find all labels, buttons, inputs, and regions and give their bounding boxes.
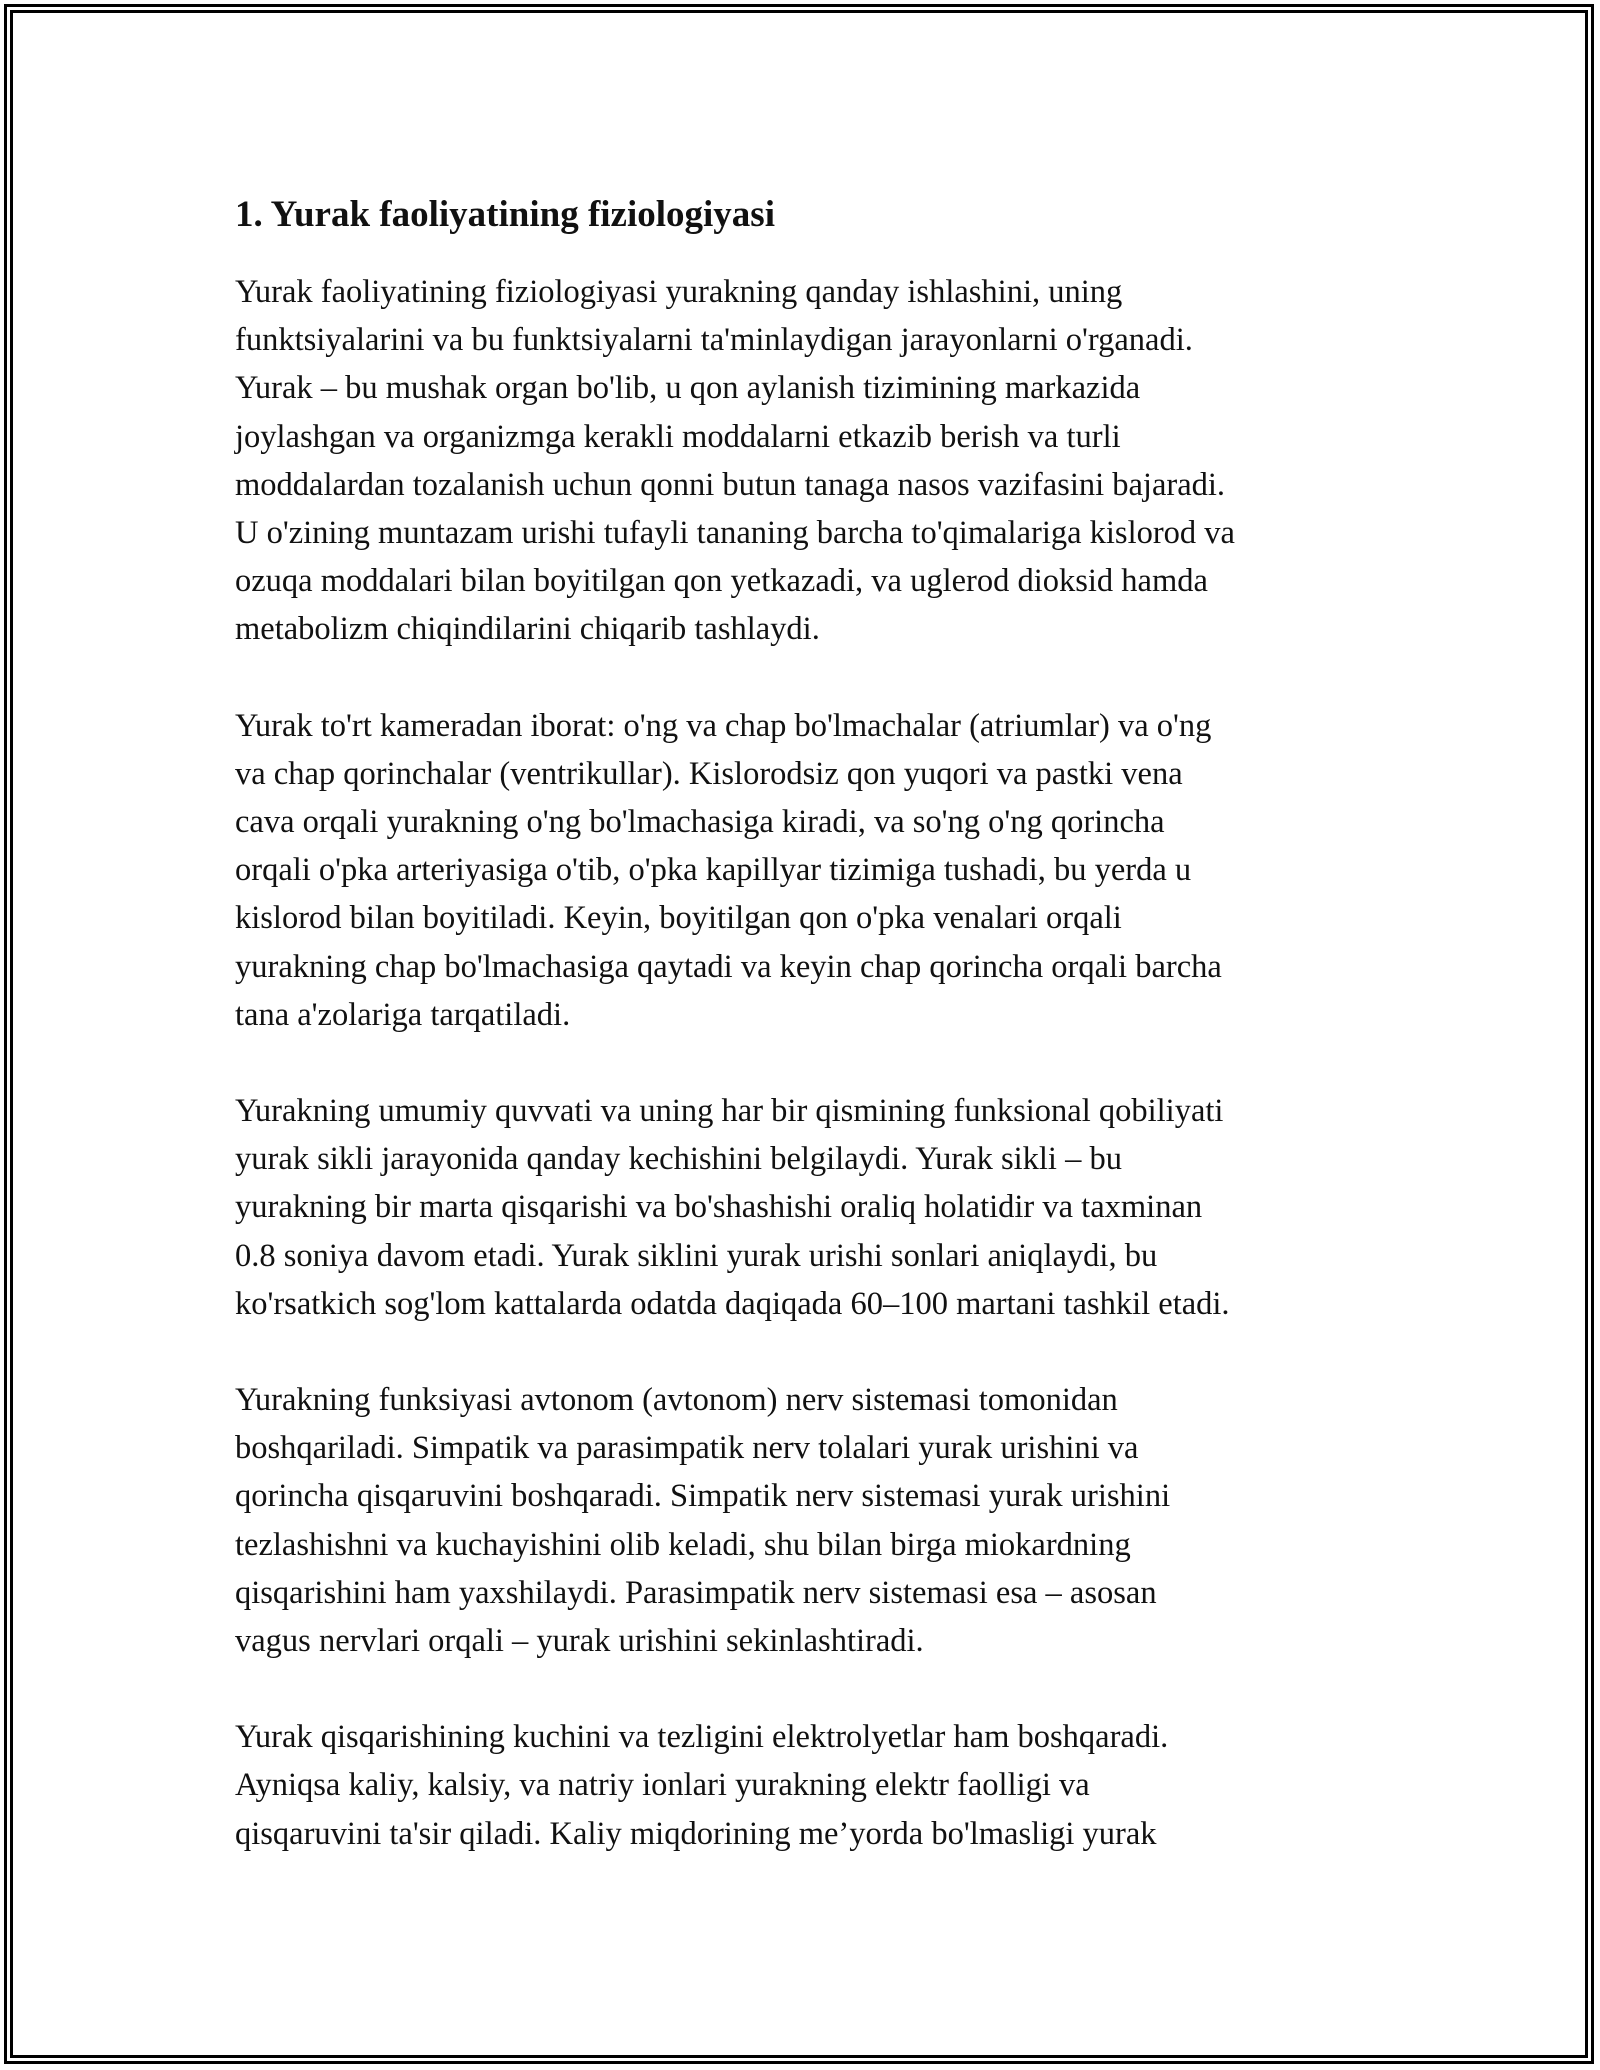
paragraph-electrolytes: Yurak qisqarishining kuchini va tezligini elektrolyetlar ham boshqaradi. Ayniqsa kaliy, kalsiy, va natriy ionlari yurakning elektr faolligi va qisqaruvini ta'sir qiladi. Kaliy miqdorining me’yorda bo'lmasligi yurak xyxy=(235,1719,1169,1852)
paragraph-heart-chambers: Yurak to'rt kameradan iborat: o'ng va chap bo'lmachalar (atriumlar) va o'ng va chap qorinchalar (ventrikullar). Kislorodsiz qon yuqori va pastki vena cava orqali yurakning o'ng bo'lmachasiga kiradi, va so'ng o'ng qorincha orqali o'pka arteriyasiga o'tib, o'pka kapillyar tizimiga tushadi, bu yerda u kislorod bilan boyitiladi. Keyin, boyitilgan qon o'pka venalari orqali yurakning chap bo'lmachasiga qaytadi va keyin chap qorincha orqali barcha tana a'zolariga tarqatiladi. xyxy=(235,707,1222,1033)
section-heading: 1. Yurak faoliyatining fiziologiyasi xyxy=(235,194,775,235)
paragraph-intro: Yurak faoliyatining fiziologiyasi yurakning qanday ishlashini, uning funktsiyalarini va bu funktsiyalarni ta'minlaydigan jarayonlarni o'rganadi. Yurak – bu mushak organ bo'lib, u qon aylanish tizimining markazida joylashgan va organizmga kerakli moddalarni etkazib berish va turli moddalardan tozalanish uchun qonni butun tanaga nasos vazifasini bajaradi. U o'zining muntazam urishi tufayli tananing barcha to'qimalariga kislorod va ozuqa moddalari bilan boyitilgan qon yetkazadi, va uglerod dioksid hamda metabolizm chiqindilarini chiqarib tashlaydi. xyxy=(235,274,1235,648)
paragraph-nervous-control: Yurakning funksiyasi avtonom (avtonom) nerv sistemasi tomonidan boshqariladi. Simpatik va parasimpatik nerv tolalari yurak urishini va qorincha qisqaruvini boshqaradi. Simpatik nerv sistemasi yurak urishini tezlashishni va kuchayishini olib keladi, shu bilan birga miokardning qisqarishini ham yaxshilaydi. Parasimpatik nerv sistemasi esa – asosan vagus nervlari orqali – yurak urishini sekinlashtiradi. xyxy=(235,1382,1171,1660)
paragraph-cardiac-cycle: Yurakning umumiy quvvati va uning har bir qismining funksional qobiliyati yurak sikli jarayonida qanday kechishini belgilaydi. Yurak sikli – bu yurakning bir marta qisqarishi va bo'shashishi oraliq holatidir va taxminan 0.8 soniya davom etadi. Yurak siklini yurak urishi sonlari aniqlaydi, bu ko'rsatkich sog'lom kattalarda odatda daqiqada 60–100 martani tashkil etadi. xyxy=(235,1093,1230,1322)
document-body xyxy=(235,180,1385,1906)
